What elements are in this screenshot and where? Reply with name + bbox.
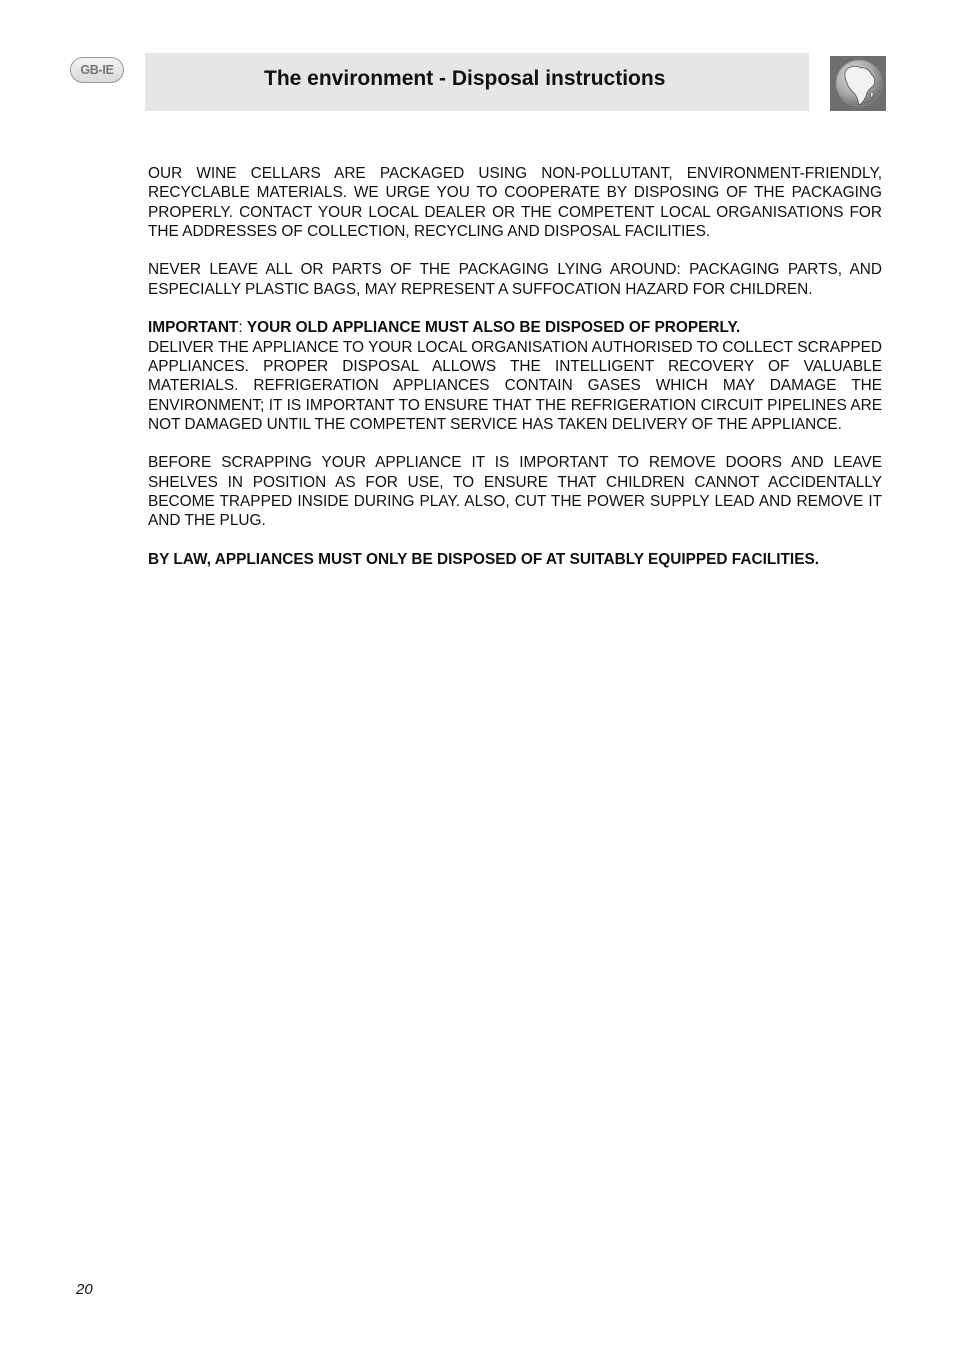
old-appliance-paragraph: DELIVER THE APPLIANCE TO YOUR LOCAL ORGANISATION AUTHORISED TO COLLECT SCRAPPED APPLIANCES. PROPER DISPOSAL ALLOWS THE INTELLIGENT RECOVERY OF VALUABLE MATERIALS. REFRIGERATION APPLIANCES CONTAIN GASES WHICH MAY DAMAGE THE ENVIRONMENT; IT IS IMPORTANT TO ENSURE THAT THE REFRIGERATION CIRCUIT PIPELINES ARE NOT DAMAGED UNTIL THE COMPETENT SERVICE HAS TAKEN DELIVERY OF THE APPLIANCE. [148,338,882,433]
page-number: 20 [76,1281,93,1298]
important-text: YOUR OLD APPLIANCE MUST ALSO BE DISPOSED OF PROPERLY. [246,319,741,337]
language-badge-label: GB-IE [80,63,114,77]
important-notice [148,318,882,337]
disposal-instructions-text [148,164,882,589]
page-title: The environment - Disposal instructions [264,67,666,90]
important-label: IMPORTANT [148,319,239,337]
packaging-paragraph: OUR WINE CELLARS ARE PACKAGED USING NON-POLLUTANT, ENVIRONMENT-FRIENDLY, RECYCLABLE MATERIALS. WE URGE YOU TO COOPERATE BY DISPOSING OF THE PACKAGING PROPERLY. CONTACT YOUR LOCAL DEALER OR THE COMPETENT LOCAL ORGANISATIONS FOR THE ADDRESSES OF COLLECTION, RECYCLING AND DISPOSAL FACILITIES. [148,165,882,240]
legal-notice: BY LAW, APPLIANCES MUST ONLY BE DISPOSED OF AT SUITABLY EQUIPPED FACILITIES. [148,550,820,568]
globe-icon [830,56,886,111]
header-bar [145,53,809,111]
packaging-warning-paragraph: NEVER LEAVE ALL OR PARTS OF THE PACKAGING LYING AROUND: PACKAGING PARTS, AND ESPECIALLY PLASTIC BAGS, MAY REPRESENT A SUFFOCATION HAZARD FOR CHILDREN. [148,261,882,298]
scrapping-paragraph: BEFORE SCRAPPING YOUR APPLIANCE IT IS IMPORTANT TO REMOVE DOORS AND LEAVE SHELVES IN POSITION AS FOR USE, TO ENSURE THAT CHILDREN CANNOT ACCIDENTALLY BECOME TRAPPED INSIDE DURING PLAY. ALSO, CUT THE POWER SUPPLY LEAD AND REMOVE IT AND THE PLUG. [148,454,882,530]
important-separator: : [238,319,247,337]
language-badge [70,57,124,83]
